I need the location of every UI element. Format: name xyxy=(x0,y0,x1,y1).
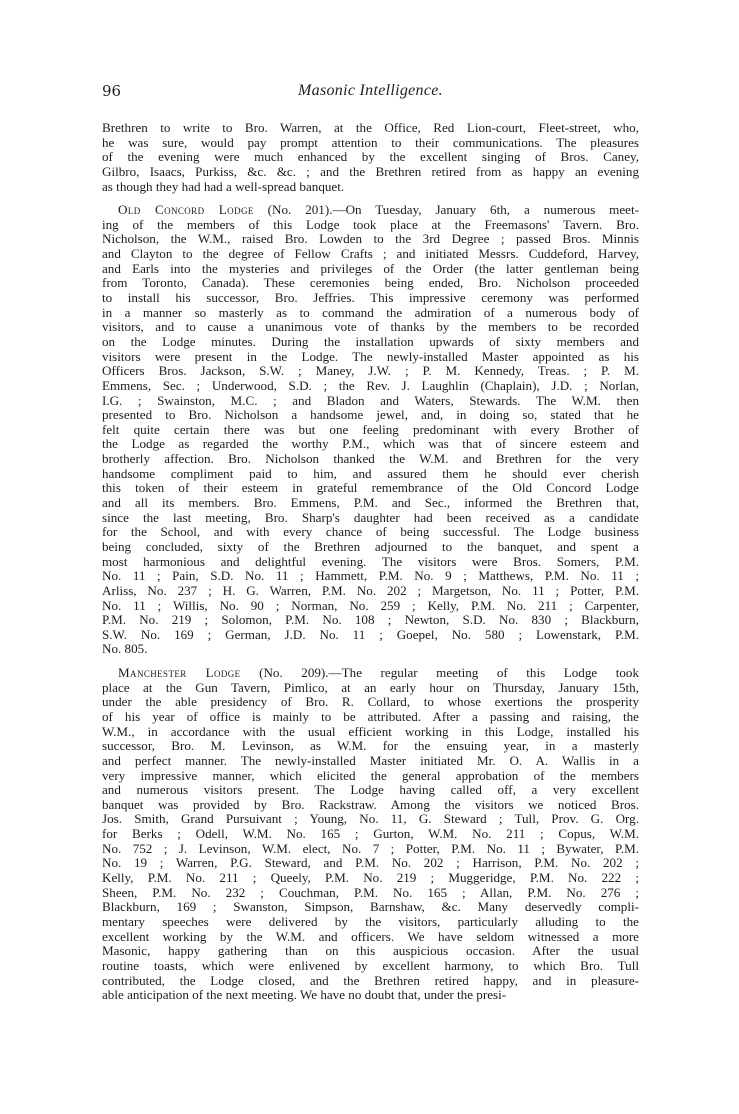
text-line xyxy=(102,666,639,681)
paragraph-old-concord-lodge xyxy=(102,203,639,657)
text-line: in a manner so masterly as to command the admiration of a numerous body of xyxy=(102,304,639,320)
text-line: visitors, and to cause a unanimous vote of thanks by the members to be recorded xyxy=(102,319,639,335)
text-line: contributed, the Lodge closed, and the Brethren retired happy, and in pleasure- xyxy=(102,972,639,988)
text-line: S.W. No. 169 ; German, J.D. No. 11 ; Goepel, No. 580 ; Lowenstark, P.M. xyxy=(102,626,639,642)
text-line: No. 752 ; J. Levinson, W.M. elect, No. 7 ; Potter, P.M. No. 11 ; Bywater, P.M. xyxy=(102,840,639,856)
text-line: Emmens, Sec. ; Underwood, S.D. ; the Rev. J. Laughlin (Chaplain), J.D. ; Norlan, xyxy=(102,377,639,393)
text-line: Blackburn, 169 ; Swanston, Simpson, Barnshaw, &c. Many deservedly compli- xyxy=(102,899,639,915)
running-head xyxy=(102,82,639,100)
text-line: I.G. ; Swainston, M.C. ; and Bladon and Waters, Stewards. The W.M. then xyxy=(102,392,639,408)
text-line: Masonic, happy gathering than on this auspicious occasion. After the usual xyxy=(102,943,639,959)
text-line: Gilbro, Isaacs, Purkiss, &c. &c. ; and the Brethren retired from as happy an evening xyxy=(102,163,639,179)
text-line: Arliss, No. 237 ; H. G. Warren, P.M. No. 202 ; Margetson, No. 11 ; Potter, P.M. xyxy=(102,582,639,598)
text-line: presented to Bro. Nicholson a handsome jewel, and, in doing so, stated that he xyxy=(102,407,639,423)
page-number: 96 xyxy=(102,82,122,100)
text-line: Brethren to write to Bro. Warren, at the Office, Red Lion-court, Fleet-street, who, xyxy=(102,120,639,135)
line-text: (No. 209).—The regular meeting of this Lodge took xyxy=(240,665,640,681)
text-line: and numerous visitors present. The Lodge having called off, a very excellent xyxy=(102,782,639,798)
section-heading: Old Concord Lodge xyxy=(118,202,254,218)
text-line: place at the Gun Tavern, Pimlico, at an early hour on Thursday, January 15th, xyxy=(102,679,639,695)
line-text: (No. 201).—On Tuesday, January 6th, a numerous meet- xyxy=(253,202,639,218)
text-line: routine toasts, which were enlivened by excellent harmony, to which Bro. Tull xyxy=(102,957,639,973)
section-heading: Manchester Lodge xyxy=(118,665,241,681)
text-line: on the Lodge minutes. During the installation upwards of sixty members and xyxy=(102,333,639,349)
text-line: excellent working by the W.M. and officers. We have seldom witnessed a more xyxy=(102,928,639,944)
text-line: Kelly, P.M. No. 211 ; Queely, P.M. No. 219 ; Muggeridge, P.M. No. 222 ; xyxy=(102,870,639,886)
text-line: Nicholson, the W.M., raised Bro. Lowden to the 3rd Degree ; passed Bros. Minnis xyxy=(102,231,639,247)
text-line: P.M. No. 219 ; Solomon, P.M. No. 108 ; Newton, S.D. No. 830 ; Blackburn, xyxy=(102,612,639,628)
text-line: handsome compliment paid to him, and assured them he should ever cherish xyxy=(102,465,639,481)
text-line: under the able presidency of Bro. R. Collard, to whose exertions the prosperity xyxy=(102,694,639,710)
text-line: No. 11 ; Pain, S.D. No. 11 ; Hammett, P.M. No. 9 ; Matthews, P.M. No. 11 ; xyxy=(102,568,639,584)
text-line: of the evening were much enhanced by the excellent singing of Bros. Caney, xyxy=(102,149,639,165)
text-line: and perfect manner. The newly-installed Master initiated Mr. O. A. Wallis in a xyxy=(102,752,639,768)
text-line: since the last meeting, Bro. Sharp's daughter had been received as a candidate xyxy=(102,509,639,525)
text-line: most harmonious and delightful evening. The visitors were Bros. Somers, P.M. xyxy=(102,553,639,569)
text-line: for Berks ; Odell, W.M. No. 165 ; Gurton, W.M. No. 211 ; Copus, W.M. xyxy=(102,826,639,842)
text-line: from Toronto, Canada). These ceremonies being ended, Bro. Nicholson proceeded xyxy=(102,275,639,291)
text-line: being concluded, sixty of the Brethren adjourned to the banquet, and spent a xyxy=(102,538,639,554)
text-line: successor, Bro. M. Levinson, as W.M. for the ensuing year, in a masterly xyxy=(102,738,639,754)
text-line: to install his successor, Bro. Jeffries. This impressive ceremony was performed xyxy=(102,290,639,306)
text-line: brotherly affection. Bro. Nicholson thanked the W.M. and Brethren for the very xyxy=(102,451,639,467)
text-line: the Lodge as regarded the worthy P.M., which was that of sincere esteem and xyxy=(102,436,639,452)
text-line: W.M., in accordance with the usual efficient working in this Lodge, installed his xyxy=(102,723,639,739)
text-line: felt quite certain there was but one feeling predominant with every Brother of xyxy=(102,421,639,437)
text-line: as though they had had a well-spread banquet. xyxy=(102,178,345,194)
text-line: this token of their esteem in grateful remembrance of the Old Concord Lodge xyxy=(102,480,639,496)
text-line: mentary speeches were delivered by the visitors, particularly alluding to the xyxy=(102,913,639,929)
text-line: very impressive manner, which elicited the general approbation of the members xyxy=(102,767,639,783)
text-line: and all its members. Bro. Emmens, P.M. and Sec., informed the Brethren that, xyxy=(102,495,639,511)
text-line: of his year of office is mainly to be attributed. After a passing and raising, the xyxy=(102,708,639,724)
paragraph-manchester-lodge xyxy=(102,666,639,1003)
running-title: Masonic Intelligence. xyxy=(298,82,443,99)
text-line: for the School, and with every chance of being successful. The Lodge business xyxy=(102,524,639,540)
paragraph-continuation xyxy=(102,121,639,194)
text-line: and Earls into the mysteries and privileges of the Order (the latter gentleman being xyxy=(102,260,639,276)
text-line: able anticipation of the next meeting. We have no doubt that, under the presi- xyxy=(102,987,507,1003)
text-line: ing of the members of this Lodge took place at the Freemasons' Tavern. Bro. xyxy=(102,216,639,232)
text-line: and Clayton to the degree of Fellow Crafts ; and initiated Messrs. Cuddeford, Harvey, xyxy=(102,246,639,262)
text-line: Officers Bros. Jackson, S.W. ; Maney, J.W. ; P. M. Kennedy, Treas. ; P. M. xyxy=(102,363,639,379)
text-line: visitors were present in the Lodge. The newly-installed Master appointed as his xyxy=(102,348,639,364)
text-line: banquet was provided by Bro. Rackstraw. Among the visitors we noticed Bros. xyxy=(102,796,639,812)
text-line: No. 19 ; Warren, P.G. Steward, and P.M. No. 202 ; Harrison, P.M. No. 202 ; xyxy=(102,855,639,871)
text-line xyxy=(102,203,639,218)
text-line: Jos. Smith, Grand Pursuivant ; Young, No. 11, G. Steward ; Tull, Prov. G. Org. xyxy=(102,811,639,827)
text-line: No. 11 ; Willis, No. 90 ; Norman, No. 259 ; Kelly, P.M. No. 211 ; Carpenter, xyxy=(102,597,639,613)
text-line: No. 805. xyxy=(102,641,148,657)
article-body xyxy=(102,121,639,1003)
text-line: he was sure, would pay prompt attention to their communications. The pleasures xyxy=(102,134,639,150)
text-line: Sheen, P.M. No. 232 ; Couchman, P.M. No. 165 ; Allan, P.M. No. 276 ; xyxy=(102,884,639,900)
